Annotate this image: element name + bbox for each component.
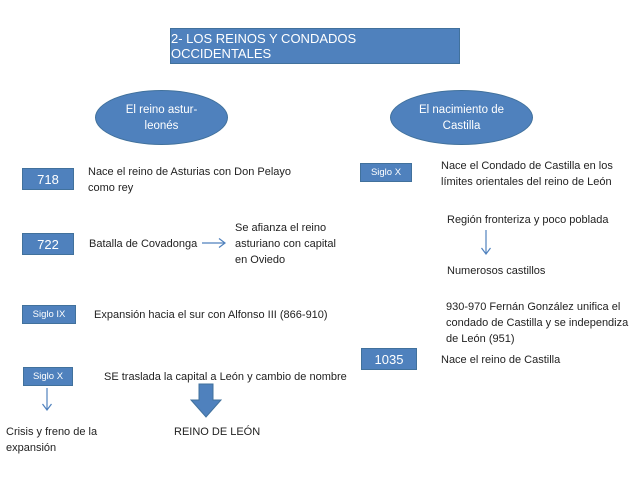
right-heading-text: El nacimiento de Castilla (418, 103, 505, 132)
right-heading-oval (390, 90, 533, 145)
event-722-text: Batalla de Covadonga (89, 238, 198, 250)
castles-text: Numerosos castillos (447, 265, 546, 277)
frontier-text: Región fronteriza y poco poblada (447, 214, 609, 226)
event-722-result: Se afianza el reino asturiano con capital en Oviedo (235, 222, 336, 266)
arrow-down-icon (41, 388, 53, 412)
tag-siglo-x-left: Siglo X (23, 367, 73, 386)
tag-siglo-x-right: Siglo X (360, 163, 412, 182)
left-heading-text: El reino astur-leonés (125, 103, 198, 132)
tag-722: 722 (22, 233, 74, 255)
page-title: 2- LOS REINOS Y CONDADOS OCCIDENTALES (170, 28, 460, 64)
event-718-text: Nace el reino de Asturias con Don Pelayo como rey (88, 166, 292, 194)
fernan-gonzalez-text: 930-970 Fernán González unifica el condado de Castilla y se independiza de León (951) (446, 301, 629, 345)
block-arrow-down-icon (190, 384, 222, 418)
left-heading-oval (95, 90, 228, 145)
event-siglo-x-text: SE traslada la capital a León y cambio de nombre (104, 371, 347, 383)
outcome-kingdom: REINO DE LEÓN (174, 426, 261, 438)
castilla-kingdom-text: Nace el reino de Castilla (441, 354, 561, 366)
tag-718: 718 (22, 168, 74, 190)
event-siglo-ix-text: Expansión hacia el sur con Alfonso III (866-910) (94, 309, 328, 321)
tag-1035: 1035 (361, 348, 417, 370)
outcome-crisis: Crisis y freno de la expansión (6, 426, 98, 454)
arrow-right-icon (202, 237, 228, 249)
castilla-origin-text: Nace el Condado de Castilla en los límites orientales del reino de León (441, 160, 613, 188)
arrow-down-icon-right (480, 230, 492, 256)
tag-siglo-ix: Siglo IX (22, 305, 76, 324)
